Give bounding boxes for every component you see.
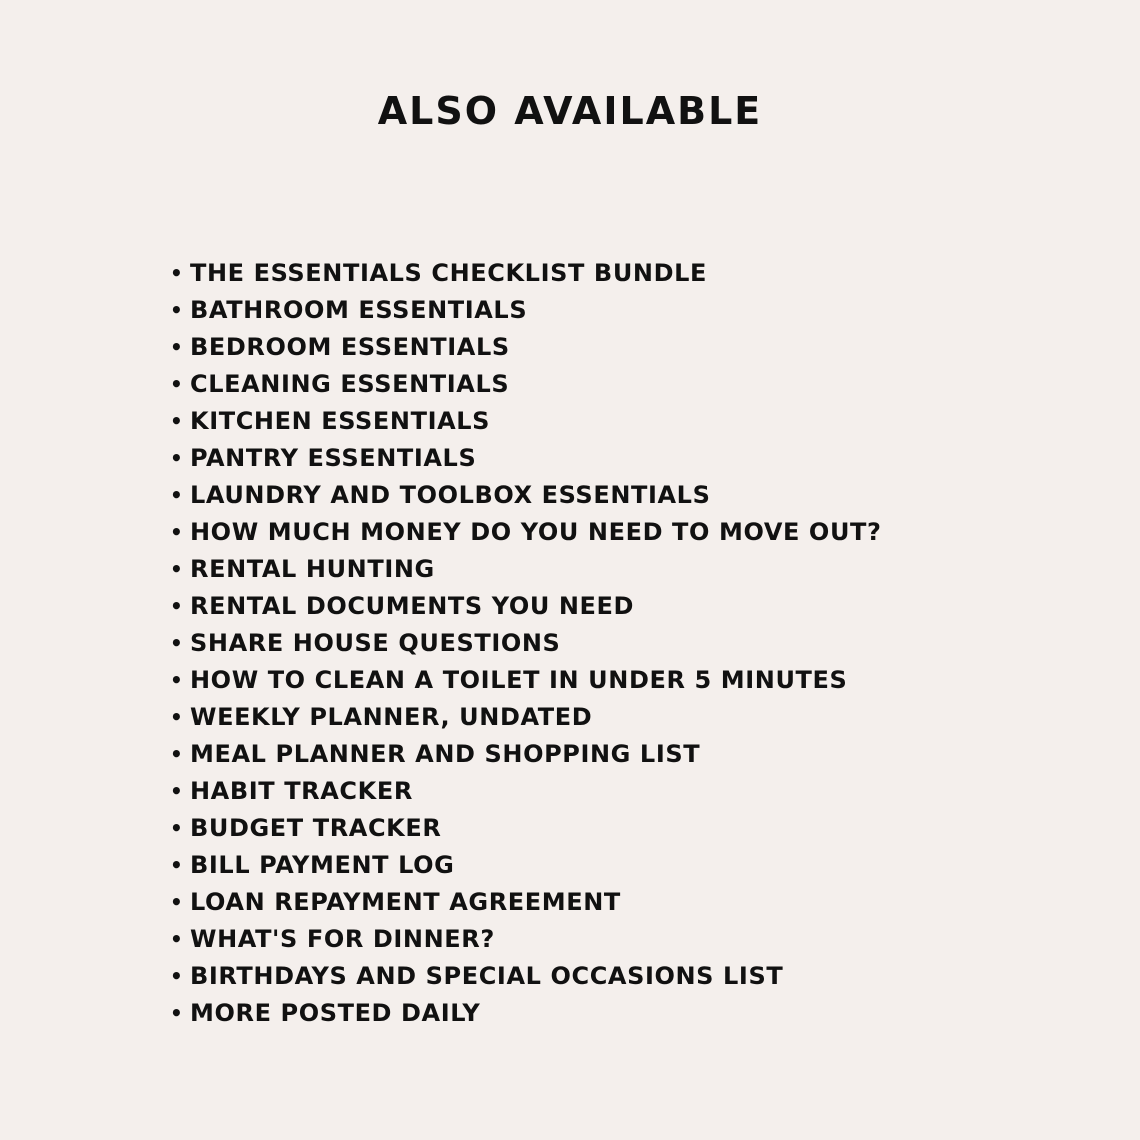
list-item-text: BATHROOM ESSENTIALS (190, 295, 528, 324)
list-item (170, 365, 1070, 402)
list-item-text: BEDROOM ESSENTIALS (190, 332, 510, 361)
list-item-text: WHAT'S FOR DINNER? (190, 924, 495, 953)
list-item (170, 920, 1070, 957)
list-item (170, 698, 1070, 735)
bullet-icon: • (170, 741, 184, 766)
bullet-icon: • (170, 556, 184, 581)
bullet-icon: • (170, 667, 184, 692)
list-item (170, 772, 1070, 809)
bullet-icon: • (170, 371, 184, 396)
bullet-icon: • (170, 778, 184, 803)
bullet-icon: • (170, 704, 184, 729)
list-item (170, 513, 1070, 550)
list-item-text: BILL PAYMENT LOG (190, 850, 455, 879)
list-item (170, 439, 1070, 476)
list-item-text: LAUNDRY AND TOOLBOX ESSENTIALS (190, 480, 711, 509)
list-item (170, 587, 1070, 624)
list-item-text: RENTAL HUNTING (190, 554, 435, 583)
list-item-text: KITCHEN ESSENTIALS (190, 406, 491, 435)
bullet-icon: • (170, 1000, 184, 1025)
bullet-icon: • (170, 889, 184, 914)
list-item-text: MEAL PLANNER AND SHOPPING LIST (190, 739, 701, 768)
bullet-icon: • (170, 593, 184, 618)
list-item-text: SHARE HOUSE QUESTIONS (190, 628, 561, 657)
bullet-icon: • (170, 260, 184, 285)
list-item-text: HOW MUCH MONEY DO YOU NEED TO MOVE OUT? (190, 517, 882, 546)
list-item (170, 957, 1070, 994)
list-item-text: LOAN REPAYMENT AGREEMENT (190, 887, 621, 916)
bullet-icon: • (170, 482, 184, 507)
list-item (170, 661, 1070, 698)
list-item (170, 291, 1070, 328)
list-item-text: CLEANING ESSENTIALS (190, 369, 510, 398)
bullet-icon: • (170, 815, 184, 840)
page-title: ALSO AVAILABLE (377, 89, 763, 133)
list-item (170, 846, 1070, 883)
bullet-icon: • (170, 963, 184, 988)
bullet-icon: • (170, 852, 184, 877)
bullet-icon: • (170, 630, 184, 655)
list-item (170, 254, 1070, 291)
list-item (170, 328, 1070, 365)
list-item (170, 735, 1070, 772)
bullet-icon: • (170, 408, 184, 433)
list-item (170, 624, 1070, 661)
list-item-text: BIRTHDAYS AND SPECIAL OCCASIONS LIST (190, 961, 784, 990)
bullet-icon: • (170, 445, 184, 470)
list-item (170, 809, 1070, 846)
list-item-text: MORE POSTED DAILY (190, 998, 481, 1027)
bullet-icon: • (170, 334, 184, 359)
list-item-text: RENTAL DOCUMENTS YOU NEED (190, 591, 635, 620)
list-item (170, 550, 1070, 587)
list-item (170, 994, 1070, 1031)
list-item-text: THE ESSENTIALS CHECKLIST BUNDLE (190, 258, 707, 287)
bullet-icon: • (170, 297, 184, 322)
list-item (170, 883, 1070, 920)
list-item (170, 402, 1070, 439)
list-item-text: HOW TO CLEAN A TOILET IN UNDER 5 MINUTES (190, 665, 848, 694)
list-item (170, 476, 1070, 513)
bullet-icon: • (170, 926, 184, 951)
product-list (170, 254, 1070, 1031)
list-item-text: WEEKLY PLANNER, UNDATED (190, 702, 593, 731)
list-item-text: PANTRY ESSENTIALS (190, 443, 477, 472)
list-item-text: BUDGET TRACKER (190, 813, 442, 842)
list-item-text: HABIT TRACKER (190, 776, 413, 805)
bullet-icon: • (170, 519, 184, 544)
